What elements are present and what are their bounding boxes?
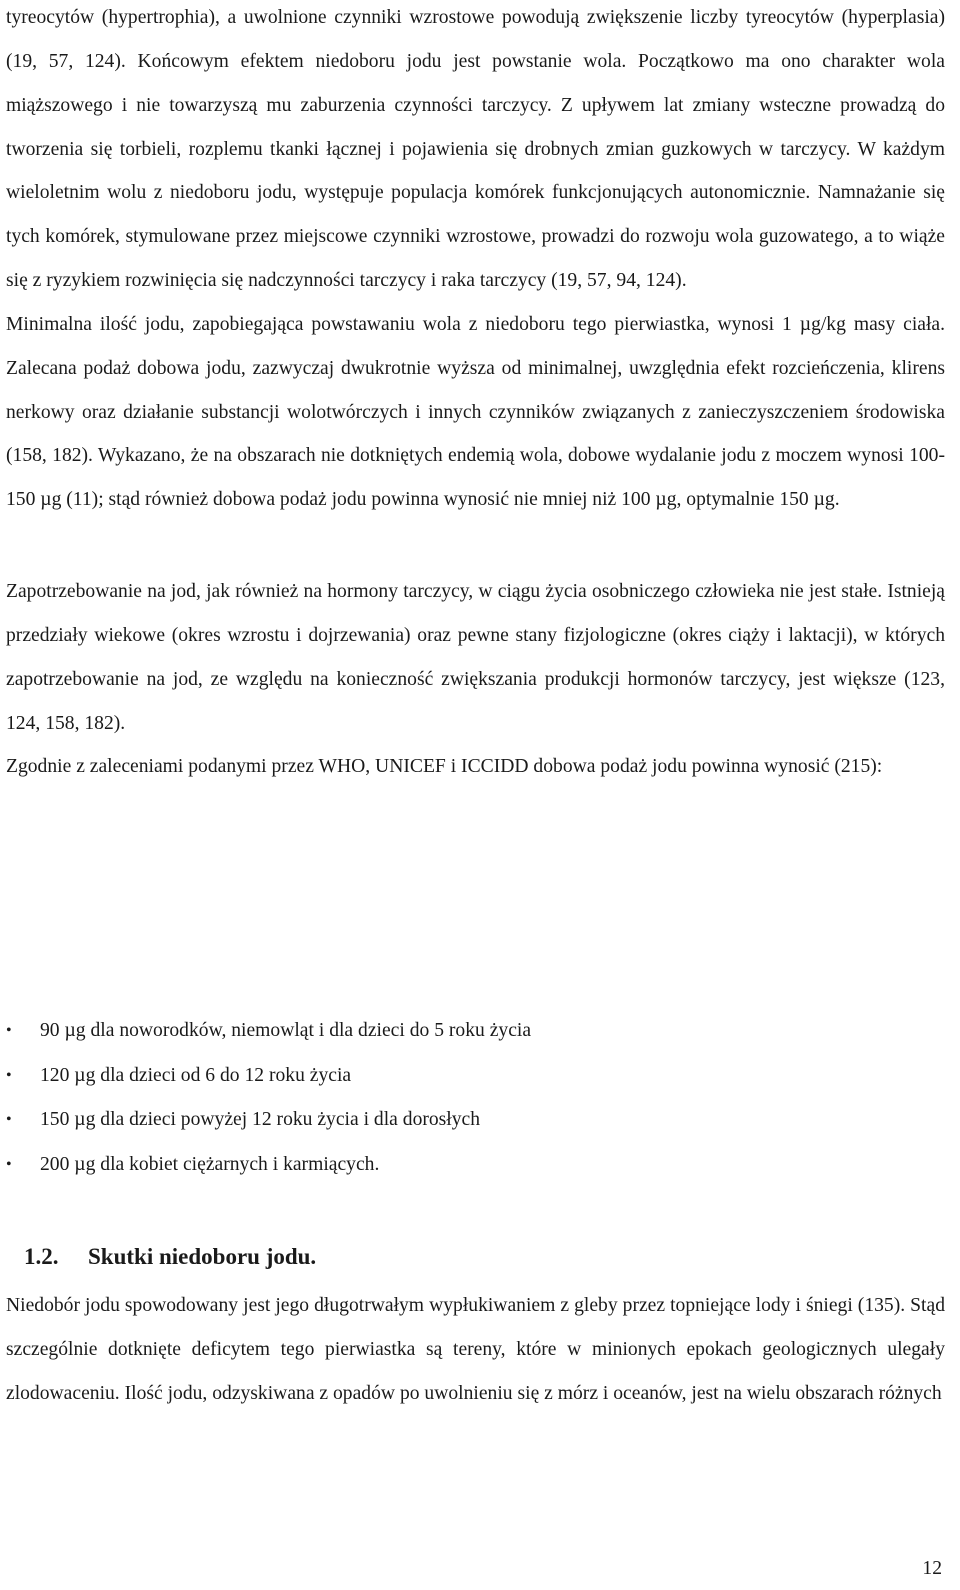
bullet-icon: • xyxy=(6,1155,12,1173)
page-number: 12 xyxy=(922,1558,942,1579)
section-number: 1.2. xyxy=(24,1244,59,1269)
list-item-text: 120 µg dla dzieci od 6 do 12 roku życia xyxy=(40,1064,352,1086)
recommendation-list xyxy=(6,1009,945,1187)
paragraph-iodine-demand: Zapotrzebowanie na jod, jak również na hormony tarczycy, w ciągu życia osobniczego człowieka nie jest stałe. Istnieją przedziały wiekowe (okres wzrostu i dojrzewania) oraz pewne stany fizjologiczne (okres ciąży i laktacji), w których zapotrzebowanie na jod, ze względu na konieczność zwiększania produkcji hormonów tarczycy, jest większe (123, 124, 158, 182). xyxy=(6,581,945,734)
list-item-text: 200 µg dla kobiet ciężarnych i karmiących. xyxy=(40,1153,380,1175)
list-item-text: 150 µg dla dzieci powyżej 12 roku życia i dla dorosłych xyxy=(40,1109,481,1130)
bullet-icon: • xyxy=(6,1111,12,1128)
section-title: Skutki niedoboru jodu. xyxy=(88,1244,317,1269)
list-item xyxy=(6,1054,945,1099)
paragraph-who-recommendations: Zgodnie z zaleceniami podanymi przez WHO, UNICEF i ICCIDD dobowa podaż jodu powinna wynosić (215): xyxy=(6,756,883,778)
paragraph-iodine-deficiency-causes: Niedobór jodu spowodowany jest jego długotrwałym wypłukiwaniem z gleby przez topniejące lody i śniegi (135). Stąd szczególnie dotknięte deficytem tego pierwiastka są tereny, które w minionych epokach geologicznych ulegały zlodowaceniu. Ilość jodu, odzyskiwana z opadów po uwolnieniu się z mórz i oceanów, jest na wielu obszarach różnych xyxy=(6,1295,945,1404)
body-text-block-1 xyxy=(6,0,945,522)
list-item-text: 90 µg dla noworodków, niemowląt i dla dzieci do 5 roku życia xyxy=(40,1020,532,1041)
section-heading xyxy=(24,1237,316,1277)
body-text-block-2 xyxy=(6,570,945,789)
paragraph-goiter-development: tyreocytów (hypertrophia), a uwolnione czynniki wzrostowe powodują zwiększenie liczby tyreocytów (hyperplasia) (19, 57, 124). Końcowym efektem niedoboru jodu jest powstanie wola. Początkowo ma ono charakter wola miąższowego i nie towarzyszą mu zaburzenia czynności tarczycy. Z upływem lat zmiany wsteczne prowadzą do tworzenia się torbieli, rozplemu tkanki łącznej i pojawienia się drobnych zmian guzkowych w tarczycy. W każdym wieloletnim wolu z niedoboru jodu, występuje populacja komórek funkcjonujących autonomicznie. Namnażanie się tych komórek, stymulowane przez miejscowe czynniki wzrostowe, prowadzi do rozwoju wola guzowatego, a to wiąże się z ryzykiem rozwinięcia się nadczynności tarczycy i raka tarczycy (19, 57, 94, 124). xyxy=(6,7,945,292)
bullet-icon: • xyxy=(6,1066,12,1084)
list-item xyxy=(6,1143,945,1188)
list-item xyxy=(6,1098,945,1143)
paragraph-minimal-iodine-dose: Minimalna ilość jodu, zapobiegająca powstawaniu wola z niedoboru tego pierwiastka, wynosi 1 µg/kg masy ciała. Zalecana podaż dobowa jodu, zazwyczaj dwukrotnie wyższa od minimalnej, uwzględnia efekt rozcieńczenia, klirens nerkowy oraz działanie substancji wolotwórczych i innych czynników związanych z zanieczyszczeniem środowiska (158, 182). Wykazano, że na obszarach nie dotkniętych endemią wola, dobowe wydalanie jodu z moczem wynosi 100-150 µg (11); stąd również dobowa podaż jodu powinna wynosić nie mniej niż 100 µg, optymalnie 150 µg. xyxy=(6,313,945,511)
list-item xyxy=(6,1009,945,1054)
bullet-icon: • xyxy=(6,1022,12,1039)
body-text-block-3 xyxy=(6,1284,945,1416)
